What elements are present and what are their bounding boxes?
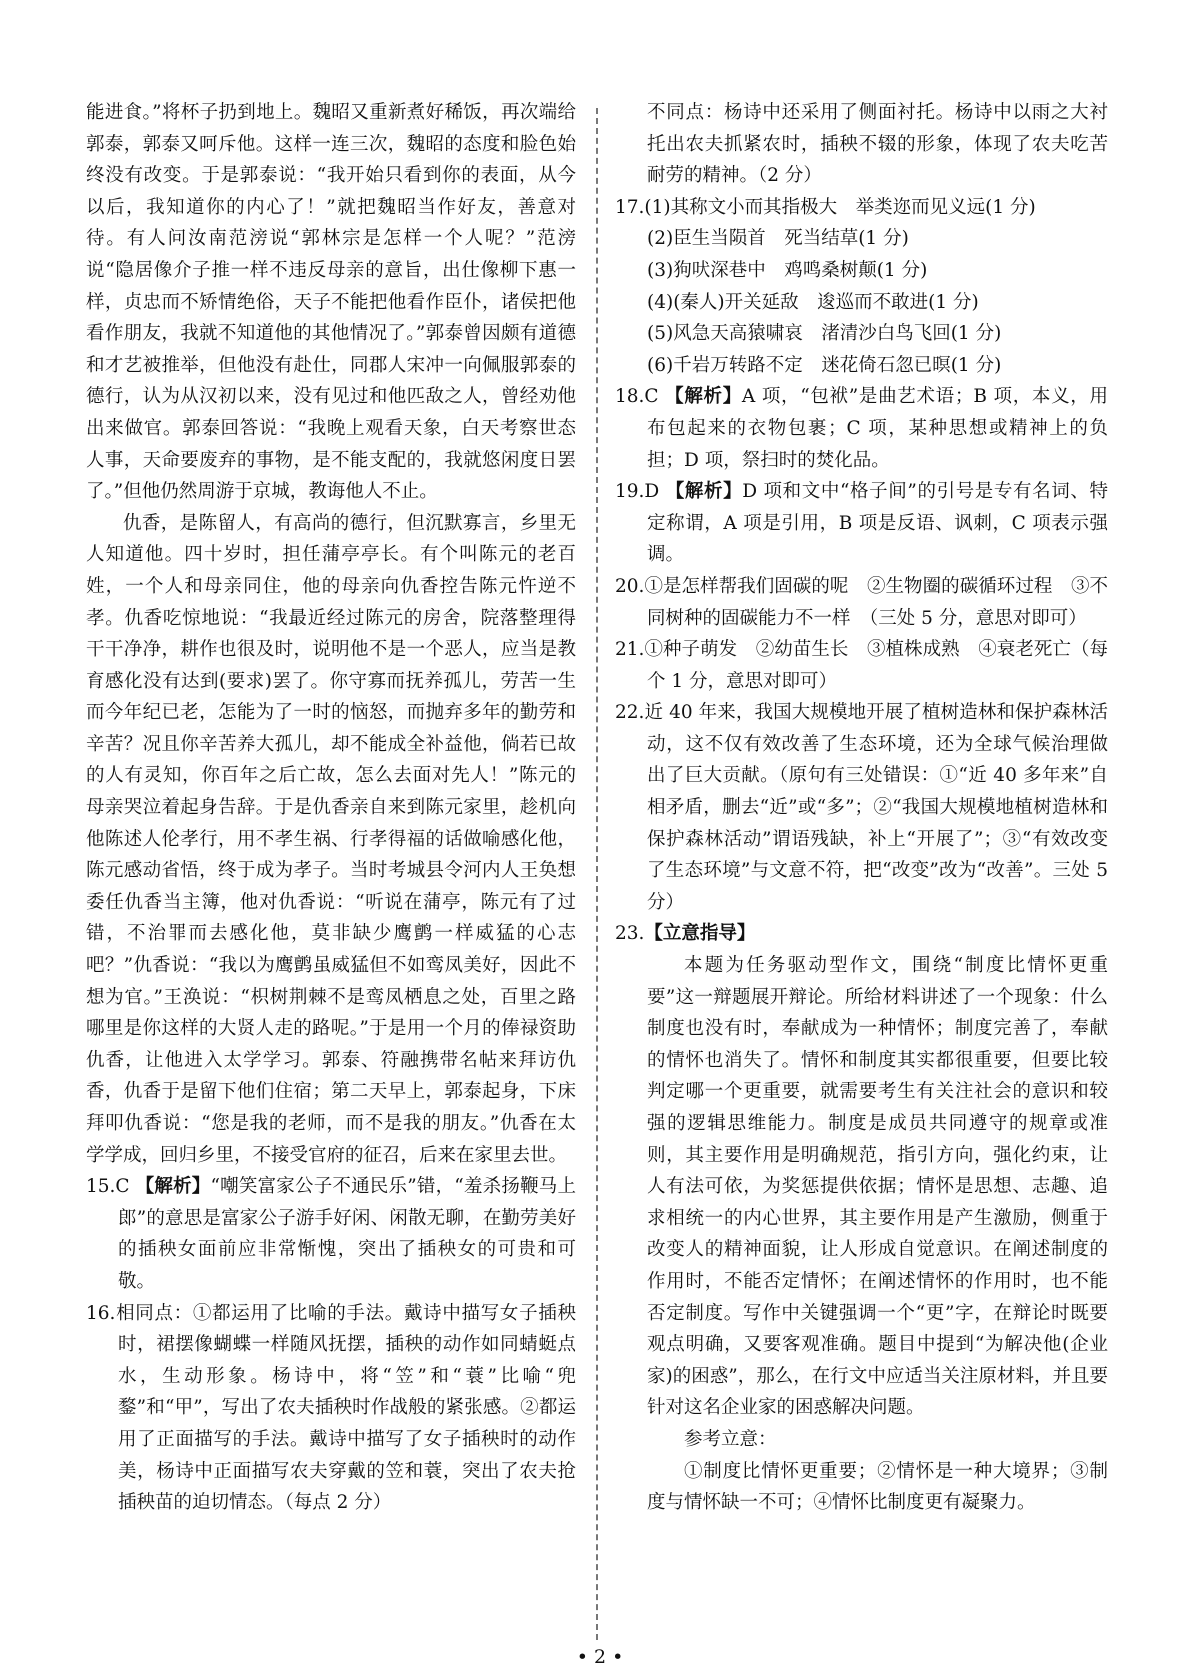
question-number: 19. [615,481,645,503]
question-number: 20. [615,575,645,597]
column-divider [596,108,598,1640]
translation-paragraph-2: 仇香，是陈留人，有高尚的德行，但沉默寡言，乡里无人知道他。四十岁时，担任蒲亭亭长。有个叫陈元的老百姓，一个人和母亲同住，他的母亲向仇香控告陈元忤逆不孝。仇香吃惊地说：“我最近经过陈元的房舍，院落整理得干干净净，耕作也很及时，说明他不是一个恶人，应当是教育感化没有达到(要求)罢了。你守寡而抚养孤儿，劳苦一生而今年纪已老，怎能为了一时的恼怒，而抛弃多年的勤劳和辛苦？况且你辛苦养大孤儿，却不能成全补益他，倘若已故的人有灵知，你百年之后亡故，怎么去面对先人！”陈元的母亲哭泣着起身告辞。于是仇香亲自来到陈元家里，趁机向他陈述人伦孝行，用不孝生祸、行孝得福的话做喻感化他，陈元感动省悟，终于成为孝子。当时考城县令河内人王奂想委任仇香当主簿，他对仇香说：“听说在蒲亭，陈元有了过错，不治罪而去感化他，莫非缺少鹰鹯一样威猛的心志吧？”仇香说：“我以为鹰鹯虽威猛但不如鸾凤美好，因此不想为官。”王涣说：“枳树荆棘不是鸾凤栖息之处，百里之路哪里是你这样的大贤人走的路呢。”于是用一个月的俸禄资助仇香，让他进入太学学习。郭泰、符融携带名帖来拜访仇香，仇香于是留下他们住宿；第二天早上，郭泰起身，下床拜叩仇香说：“您是我的老师，而不是我的朋友。”仇香在太学学成，回归乡里，不接受官府的征召，后来在家里去世。 [86,512,576,1166]
answer-17-line: (3)狗吠深巷中 鸡鸣桑树颠(1 分) [647,259,928,281]
translation-paragraph-1: 能进食。”将杯子扔到地上。魏昭又重新煮好稀饭，再次端给郭泰，郭泰又呵斥他。这样一连三次，魏昭的态度和脸色始终没有改变。于是郭泰说：“我开始只看到你的表面，从今以后，我知道你的内心了！”就把魏昭当作好友，善意对待。有人问汝南范滂说“郭林宗是怎样一个人呢？”范滂说“隐居像介子推一样不违反母亲的意旨，出仕像柳下惠一样，贞忠而不矫情绝俗，天子不能把他看作臣仆，诸侯把他看作朋友，我就不知道他的其他情况了。”郭泰曾因颇有道德和才艺被推举，但他没有赴仕，同郡人宋冲一向佩服郭泰的德行，认为从汉初以来，没有见过和他匹敌之人，曾经劝他出来做官。郭泰回答说：“我晚上观看天象，白天考察世态人事，天命要废弃的事物，是不能支配的，我就悠闲度日罢了。”但他仍然周游于京城，教诲他人不止。 [86,102,576,503]
answer-choice: D [644,481,660,503]
answer-text: ①种子萌发 ②幼苗生长 ③植株成熟 ④衰老死亡（每个 1 分，意思对即可） [644,639,1108,692]
analysis-tag: 【解析】 [665,481,743,503]
answer-23-guidance: 本题为任务驱动型作文，围绕“制度比情怀更重要”这一辩题展开辩论。所给材料讲述了一个现象：什么制度也没有时，奉献成为一种情怀；制度完善了，奉献的情怀也消失了。情怀和制度其实都很重要，但要比较判定哪一个更重要，就需要考生有关注社会的意识和较强的逻辑思维能力。制度是成员共同遵守的规章或准则，其主要作用是明确规范，指引方向，强化约束，让人有法可依，为奖惩提供依据；情怀是思想、志趣、追求相统一的内心世界，其主要作用是产生激励，侧重于改变人的精神面貌，让人形成自觉意识。在阐述制度的作用时，不能否定情怀；在阐述情怀的作用时，也不能否定制度。写作中关键强调一个“更”字，在辩论时既要观点明确，又要客观准确。题目中提到“为解决他(企业家)的困惑”，那么，在行文中应适当关注原材料，并且要针对这名企业家的困惑解决问题。 [647,955,1108,1419]
answer-text: 近 40 年来，我国大规模地开展了植树造林和保护森林活动，这不仅有效改善了生态环境，还为全球气候治理做出了巨大贡献。（原句有三处错误：①“近 40 多年来”自相矛盾，删去“近”或“多”；②“我国大规模地植树造林和保护森林活动”谓语残缺，补上“开展了”；③“有效改变了生态环境”与文意不符，把“改变”改为“改善”。三处 5 分） [644,702,1108,913]
left-column [86,97,576,1519]
question-number: 21. [615,639,645,661]
question-number: 16. [86,1302,116,1324]
guidance-tag: 【立意指导】 [644,923,756,945]
answer-text: 相同点：①都运用了比喻的手法。戴诗中描写女子插秧时，裙摆像蝴蝶一样随风抚摆，插秧的动作如同蜻蜓点水，生动形象。杨诗中，将“笠”和“蓑”比喻“兜鍪”和“甲”，写出了农夫插秧时作战般的紧张感。②都运用了正面描写的手法。戴诗中描写了女子插秧时的动作美，杨诗中正面描写农夫穿戴的笠和蓑，突出了农夫抢插秧苗的迫切情态。（每点 2 分） [115,1302,576,1514]
answer-18 [615,381,1108,476]
analysis-tag: 【解析】 [665,386,742,408]
answer-17-line: (6)千岩万转路不定 迷花倚石忽已暝(1 分) [647,354,1002,376]
answer-choice: C [644,386,659,408]
answer-16-continued: 不同点：杨诗中还采用了侧面衬托。杨诗中以雨之大衬托出农夫抓紧农时，插秧不辍的形象，体现了农夫吃苦耐劳的精神。（2 分） [647,102,1108,187]
answer-15 [86,1171,576,1297]
page-number: • 2 • [576,1646,624,1668]
question-number: 17. [615,196,645,218]
right-column [615,97,1108,1519]
question-number: 15. [86,1176,116,1198]
reference-label: 参考立意： [684,1428,777,1450]
question-number: 18. [615,386,645,408]
answer-text: A 项，“包袱”是曲艺术语；B 项，本义，用布包起来的衣物包裹；C 项，某种思想或精神上的负担；D 项，祭扫时的焚化品。 [647,386,1108,471]
answer-20 [615,571,1108,634]
analysis-tag: 【解析】 [135,1176,211,1198]
answer-17-line: (2)臣生当陨首 死当结草(1 分) [647,228,909,250]
question-number: 22. [615,702,645,724]
answer-line: (1)其称文小而其指极大 举类迩而见义远(1 分) [644,196,1036,218]
answer-choice: C [115,1176,130,1198]
reference-ideas: ①制度比情怀更重要；②情怀是一种大境界；③制度与情怀缺一不可；④情怀比制度更有凝聚力。 [647,1460,1108,1514]
answer-19 [615,476,1108,571]
answer-21 [615,634,1108,697]
answer-17-line: (4)(秦人)开关延敌 逡巡而不敢进(1 分) [647,291,979,313]
answer-text: ①是怎样帮我们固碳的呢 ②生物圈的碳循环过程 ③不同树种的固碳能力不一样 （三处 5 分，意思对即可） [644,575,1108,629]
answer-17-line: (5)风急天高猿啸哀 渚清沙白鸟飞回(1 分) [647,323,1002,345]
answer-17 [615,192,1108,224]
answer-text: D 项和文中“格子间”的引号是专有名词、特定称谓，A 项是引用，B 项是反语、讽刺，C 项表示强调。 [647,481,1108,566]
question-number: 23. [615,923,645,945]
answer-16 [86,1298,576,1519]
answer-23 [615,918,1108,950]
answer-text: “嘲笑富家公子不通民乐”错，“羞杀扬鞭马上郎”的意思是富家公子游手好闲、闲散无聊，在勤劳美好的插秧女面前应非常惭愧，突出了插秧女的可贵和可敬。 [118,1176,576,1292]
answer-22 [615,697,1108,918]
